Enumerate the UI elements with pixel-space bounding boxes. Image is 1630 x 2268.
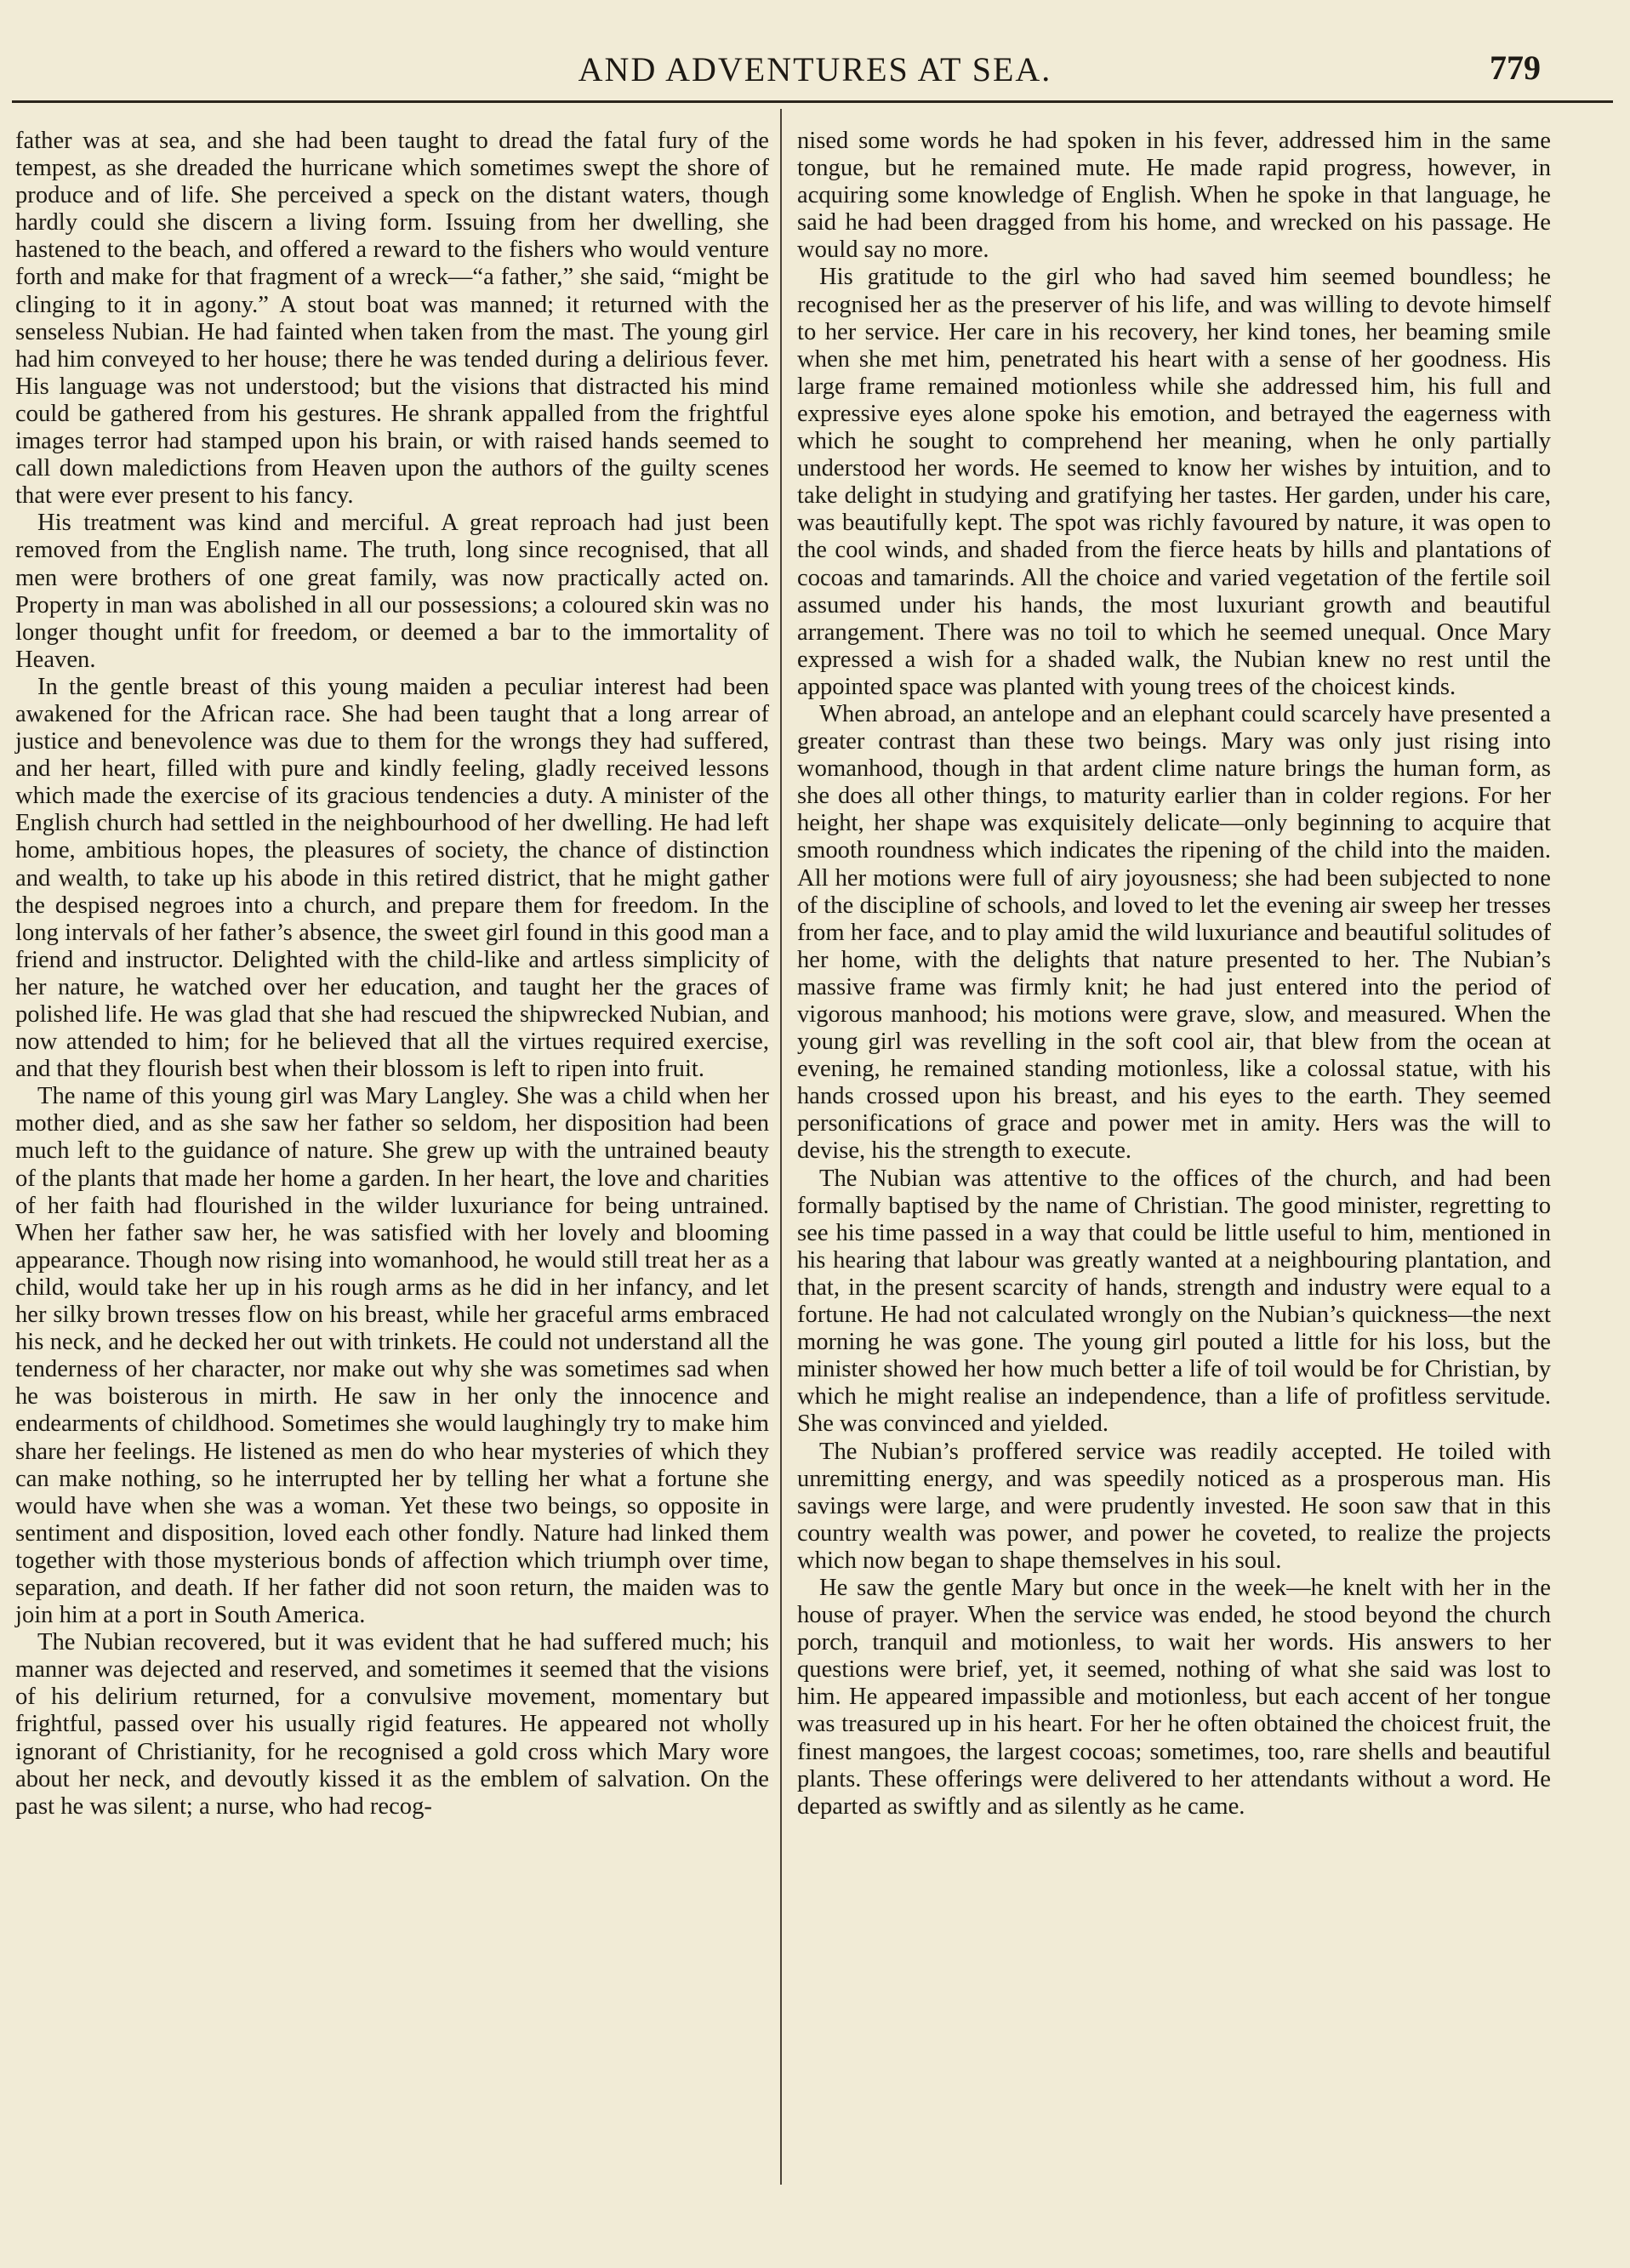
paragraph: nised some words he had spoken in his fever, addressed him in the same tongue, but he remained mute. He made rapid progress, however, in acquiring some knowledge of English. When he spoke in that language, he said he had been dragged from his home, and wrecked on his passage. He would say no more. <box>797 128 1551 264</box>
paragraph: He saw the gentle Mary but once in the week—he knelt with her in the house of prayer. When the service was ended, he stood beyond the church porch, tranquil and motionless, to wait her words. His answers to her questions were brief, yet, it seemed, nothing of what she said was lost to him. He appeared impassible and motionless, but each accent of her tongue was treasured up in his heart. For her he often obtained the choicest fruit, the finest mangoes, the largest cocoas; sometimes, too, rare shells and beautiful plants. These offerings were delivered to her attendants without a word. He departed as swiftly and as silently as he came. <box>797 1574 1551 1820</box>
paragraph: The Nubian recovered, but it was evident that he had suffered much; his manner was dejected and reserved, and sometimes it seemed that the visions of his delirium returned, for a convulsive movement, momentary but frightful, passed over his usually rigid features. He appeared not wholly ignorant of Christianity, for he recognised a gold cross which Mary wore about her neck, and devoutly kissed it as the emblem of salvation. On the past he was silent; a nurse, who had recog- <box>15 1629 769 1820</box>
paragraph: father was at sea, and she had been taught to dread the fatal fury of the tempest, as she dreaded the hurricane which sometimes swept the shore of produce and of life. She perceived a speck on the distant waters, though hardly could she discern a living form. Issuing from her dwelling, she hastened to the beach, and offered a reward to the fishers who would venture forth and make for that fragment of a wreck—“a father,” she said, “might be clinging to it in agony.” A stout boat was manned; it returned with the senseless Nubian. He had fainted when taken from the mast. The young girl had him conveyed to her house; there he was tended during a delirious fever. His language was not understood; but the visions that distracted his mind could be gathered from his gestures. He shrank appalled from the frightful images terror had stamped upon his brain, or with raised hands seemed to call down maledictions from Heaven upon the authors of the guilty scenes that were ever present to his fancy. <box>15 128 769 510</box>
paragraph: The name of this young girl was Mary Langley. She was a child when her mother died, and as she saw her father so seldom, her disposition had been much left to the guidance of nature. She grew up with the untrained beauty of the plants that made her home a garden. In her heart, the love and charities of her faith had flourished in the wilder luxuriance for being untrained. When her father saw her, he was satisfied with her lovely and blooming appearance. Though now rising into womanhood, he would still treat her as a child, would take her up in his rough arms as he did in her infancy, and let her silky brown tresses flow on his breast, while her graceful arms embraced his neck, and he decked her out with trinkets. He could not understand all the tenderness of her character, nor make out why she was sometimes sad when he was boisterous in mirth. He saw in her only the innocence and endearments of childhood. Sometimes she would laughingly try to make him share her feelings. He listened as men do who hear mysteries of which they can make nothing, so he interrupted her by telling her what a fortune she would have when she was a woman. Yet these two beings, so opposite in sentiment and disposition, loved each other fondly. Nature had linked them together with those mysterious bonds of affection which triumph over time, separation, and death. If her father did not soon return, the maiden was to join him at a port in South America. <box>15 1083 769 1629</box>
paragraph: When abroad, an antelope and an elephant could scarcely have presented a greater contrast than these two beings. Mary was only just rising into womanhood, though in that ardent clime nature brings the human form, as she does all other things, to maturity earlier than in colder regions. For her height, her shape was exquisitely delicate—only beginning to acquire that smooth roundness which indicates the ripening of the child into the maiden. All her motions were full of airy joyousness; she had been subjected to none of the discipline of schools, and loved to let the evening air sweep her tresses from her face, and to play amid the wild luxuriance and beautiful solitudes of her home, with the delights that nature presented to her. The Nubian’s massive frame was firmly knit; he had just entered into the period of vigorous manhood; his motions were grave, slow, and measured. When the young girl was revelling in the soft cool air, that blew from the ocean at evening, he remained standing motionless, like a colossal statue, with his hands crossed upon his breast, and his eyes to the earth. They seemed personifications of grace and power met in amity. Hers was the will to devise, his the strength to execute. <box>797 700 1551 1165</box>
paragraph: His gratitude to the girl who had saved him seemed boundless; he recognised her as the preserver of his life, and was willing to devote himself to her service. Her care in his recovery, her kind tones, her beaming smile when she met him, penetrated his heart with a sense of her goodness. His large frame remained motionless while she addressed him, his full and expressive eyes alone spoke his emotion, and betrayed the eagerness with which he sought to comprehend her meaning, when he only partially understood her words. He seemed to know her wishes by intuition, and to take delight in studying and gratifying her tastes. Her garden, under his care, was beautifully kept. The spot was richly favoured by nature, it was open to the cool winds, and shaded from the fierce heats by hills and plantations of cocoas and tamarinds. All the choice and varied vegetation of the fertile soil assumed under his hands, the most luxuriant growth and beautiful arrangement. There was no toil to which he seemed unequal. Once Mary expressed a wish for a shaded walk, the Nubian knew no rest until the appointed space was planted with young trees of the choicest kinds. <box>797 264 1551 700</box>
column-divider <box>780 109 782 2185</box>
running-head <box>0 43 1630 94</box>
running-title: AND ADVENTURES AT SEA. <box>578 50 1052 88</box>
page-number: 779 <box>1490 48 1541 87</box>
right-column <box>797 128 1551 1821</box>
header-rule <box>12 100 1613 103</box>
paragraph: The Nubian was attentive to the offices of the church, and had been formally baptised by the name of Christian. The good minister, regretting to see his time passed in a way that could be little useful to him, mentioned in his hearing that labour was greatly wanted at a neighbouring plantation, and that, in the present scarcity of hands, strength and industry were equal to a fortune. He had not calculated wrongly on the Nubian’s quickness—the next morning he was gone. The young girl pouted a little for his loss, but the minister showed her how much better a life of toil would be for Christian, by which he might realise an independence, than a life of profitless servitude. She was convinced and yielded. <box>797 1165 1551 1438</box>
paragraph: In the gentle breast of this young maiden a peculiar interest had been awakened for the African race. She had been taught that a long arrear of justice and benevolence was due to them for the wrongs they had suffered, and her heart, filled with pure and kindly feeling, gladly received lessons which made the exercise of its gracious tendencies a duty. A minister of the English church had settled in the neighbourhood of her dwelling. He had left home, ambitious hopes, the pleasures of society, the chance of distinction and wealth, to take up his abode in this retired district, that he might gather the despised negroes into a church, and prepare them for freedom. In the long intervals of her father’s absence, the sweet girl found in this good man a friend and instructor. Delighted with the child-like and artless simplicity of her nature, he watched over her education, and taught her the graces of polished life. He was glad that she had rescued the shipwrecked Nubian, and now attended to him; for he believed that all the virtues required exercise, and that they flourish best when their blossom is left to ripen into fruit. <box>15 673 769 1083</box>
paragraph: His treatment was kind and merciful. A great reproach had just been removed from the English name. The truth, long since recognised, that all men were brothers of one great family, was now practically acted on. Property in man was abolished in all our possessions; a coloured skin was no longer thought unfit for freedom, or deemed a bar to the immortality of Heaven. <box>15 510 769 673</box>
paragraph: The Nubian’s proffered service was readily accepted. He toiled with unremitting energy, and was speedily noticed as a prosperous man. His savings were large, and were prudently invested. He soon saw that in this country wealth was power, and power he coveted, to realize the projects which now began to shape themselves in his soul. <box>797 1438 1551 1574</box>
left-column <box>15 128 769 1821</box>
